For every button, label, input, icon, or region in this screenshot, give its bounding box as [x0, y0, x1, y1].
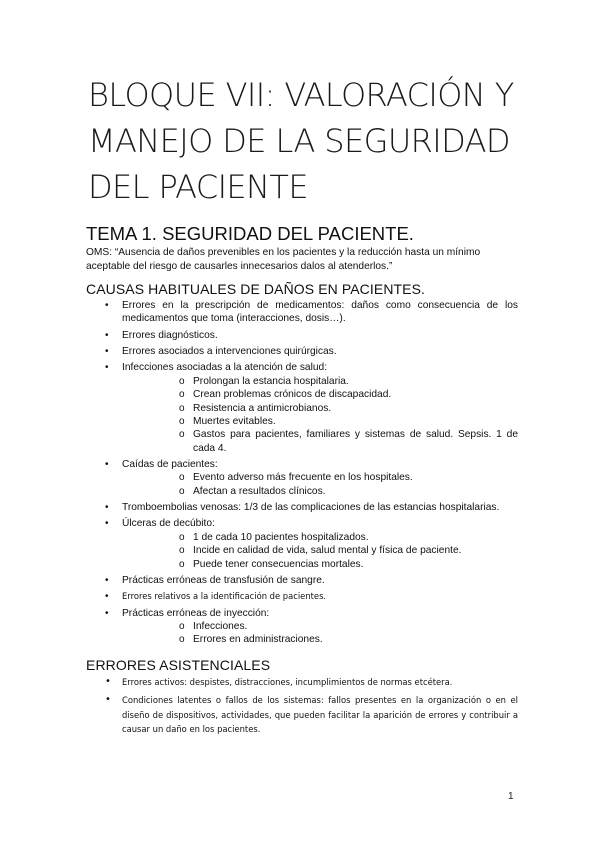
- bullet-icon: •: [105, 362, 109, 374]
- sub-list-item: [122, 544, 518, 557]
- sub-list-item-text: Puede tener consecuencias mortales.: [193, 558, 364, 570]
- bullet-icon: •: [105, 329, 109, 341]
- sub-list-item: [122, 558, 518, 571]
- sub-bullet-icon: o: [179, 545, 185, 557]
- sub-list-item: [122, 415, 518, 428]
- sub-list-item-text: Afectan a resultados clínicos.: [193, 485, 326, 497]
- sub-list-item-text: Resistencia a antimicrobianos.: [193, 402, 332, 414]
- tema-heading: TEMA 1. SEGURIDAD DEL PACIENTE.: [86, 223, 414, 244]
- sub-bullet-icon: o: [179, 485, 185, 497]
- sub-list-item: [122, 471, 518, 484]
- sub-list-item: [122, 402, 518, 415]
- list-item-text: Errores asociados a intervenciones quirúrgicas.: [122, 346, 337, 357]
- main-title-line: BLOQUE VII: VALORACIÓN Y: [88, 76, 514, 114]
- list-item: [86, 361, 518, 455]
- sub-bullet-icon: o: [179, 429, 185, 441]
- sub-list: [122, 471, 518, 498]
- list-item: [86, 501, 518, 514]
- list-item: [86, 590, 518, 603]
- bullet-icon: •: [105, 694, 111, 705]
- list-item-text: Errores relativos a la identificación de pacientes.: [122, 591, 327, 602]
- sub-list-item-text: Muertes evitables.: [193, 415, 276, 427]
- sub-bullet-icon: o: [179, 531, 185, 543]
- list-item: [86, 345, 518, 358]
- bullet-icon: •: [105, 591, 109, 603]
- sub-list: [122, 375, 518, 455]
- bullet-icon: •: [105, 676, 111, 687]
- sub-list: [122, 531, 518, 571]
- bullet-icon: •: [105, 346, 109, 357]
- list-item: [86, 517, 518, 571]
- sub-list-item: [122, 388, 518, 401]
- list-item-text: Prácticas erróneas de transfusión de sangre.: [122, 574, 325, 586]
- sub-bullet-icon: o: [179, 558, 185, 570]
- bullet-icon: •: [105, 518, 109, 530]
- sub-bullet-icon: o: [179, 634, 185, 646]
- bullet-icon: •: [105, 607, 109, 619]
- sub-list-item: [122, 485, 518, 498]
- list-item: [86, 607, 518, 647]
- list-item: [86, 329, 518, 342]
- sub-list-item-text: Infecciones.: [193, 620, 248, 632]
- bullet-icon: •: [105, 300, 109, 311]
- section-heading-causas: CAUSAS HABITUALES DE DAÑOS EN PACIENTES.: [86, 281, 426, 297]
- main-title: [88, 72, 528, 210]
- list-item-text: Tromboembolias venosas: 1/3 de las complicaciones de las estancias hospitalarias.: [122, 502, 500, 514]
- sub-bullet-icon: o: [179, 375, 185, 387]
- bullet-icon: •: [105, 459, 109, 471]
- sub-list: [122, 620, 518, 647]
- sub-bullet-icon: o: [179, 389, 185, 401]
- sub-list-item-text: Evento adverso más frecuente en los hospitales.: [193, 472, 413, 484]
- sub-list-item: [122, 375, 518, 388]
- list-item-text: Infecciones asociadas a la atención de salud:: [122, 362, 328, 374]
- list-item-text: Condiciones latentes o fallos de los sistemas: fallos presentes en la organización o en el diseño de dispositivos, actividades, que pueden facilitar la aparición de errores y contribuir a causar un daño en los pacientes.: [122, 695, 518, 734]
- bullet-icon: •: [105, 502, 109, 514]
- sub-list-item: [122, 428, 518, 455]
- bullet-icon: •: [105, 574, 109, 586]
- list-item: [86, 574, 518, 587]
- list-item-text: Errores diagnósticos.: [122, 329, 218, 341]
- sub-list-item: [122, 633, 518, 646]
- sub-list-item-text: Errores en administraciones.: [193, 634, 323, 646]
- main-title-line: MANEJO DE LA SEGURIDAD: [88, 122, 510, 160]
- errores-list: [86, 675, 518, 740]
- sub-list-item-text: Prolongan la estancia hospitalaria.: [193, 375, 349, 387]
- list-item: [86, 693, 518, 737]
- list-item: [86, 299, 518, 326]
- list-item-text: Errores activos: despistes, distracciones, incumplimientos de normas etcétera.: [122, 677, 453, 687]
- section-heading-errores: ERRORES ASISTENCIALES: [86, 657, 271, 673]
- sub-list-item-text: Crean problemas crónicos de discapacidad.: [193, 389, 392, 401]
- list-item-text: Caídas de pacientes:: [122, 459, 218, 471]
- sub-bullet-icon: o: [179, 415, 185, 427]
- sub-list-item-text: 1 de cada 10 pacientes hospitalizados.: [193, 531, 369, 543]
- list-item: [86, 458, 518, 498]
- list-item: [86, 675, 518, 690]
- sub-bullet-icon: o: [179, 472, 185, 484]
- list-item-text: Úlceras de decúbito:: [122, 518, 215, 530]
- sub-bullet-icon: o: [179, 620, 185, 632]
- list-item-text: Prácticas erróneas de inyección:: [122, 607, 270, 619]
- sub-list-item: [122, 620, 518, 633]
- causas-list: [86, 299, 518, 650]
- sub-list-item-text: Incide en calidad de vida, salud mental y física de paciente.: [193, 545, 462, 557]
- list-item-text: Errores en la prescripción de medicamentos: daños como consecuencia de los medicamentos que toma (interacciones, dosis…).: [122, 300, 518, 325]
- sub-list-item: [122, 531, 518, 544]
- oms-definition: OMS: “Ausencia de daños prevenibles en los pacientes y la reducción hasta un mínimo aceptable del riesgo de causarles innecesarios dalos al atenderlos.”: [86, 247, 481, 272]
- main-title-line: DEL PACIENTE: [88, 168, 308, 206]
- sub-bullet-icon: o: [179, 402, 185, 414]
- page-number: 1: [508, 791, 514, 802]
- sub-list-item-text: Gastos para pacientes, familiares y sistemas de salud. Sepsis. 1 de cada 4.: [193, 429, 518, 454]
